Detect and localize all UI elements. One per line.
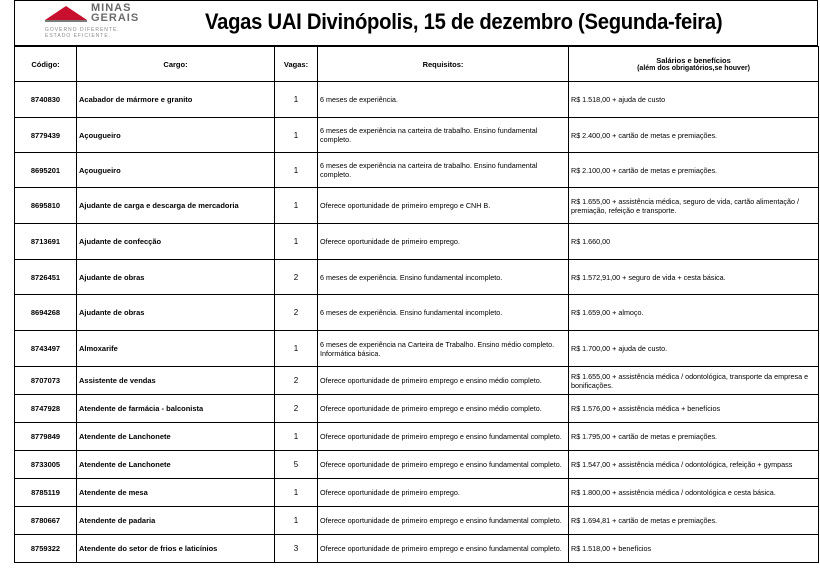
table-row <box>15 188 819 224</box>
table-row <box>15 82 819 118</box>
header-salarios-subtitle: (além dos obrigatórios,se houver) <box>637 65 750 72</box>
cell-requisitos: Oferece oportunidade de primeiro emprego e ensino médio completo. <box>318 395 569 423</box>
cell-cargo: Atendente do setor de frios e laticínios <box>77 535 275 563</box>
table-row <box>15 367 819 395</box>
table-header-row <box>15 47 819 82</box>
cell-requisitos: 6 meses de experiência na Carteira de Trabalho. Ensino médio completo. Informática básica. <box>318 331 569 367</box>
cell-codigo: 8707073 <box>15 367 77 395</box>
cell-salario: R$ 1.572,91,00 + seguro de vida + cesta básica. <box>569 260 819 295</box>
cell-cargo: Atendente de mesa <box>77 479 275 507</box>
cell-vagas: 1 <box>275 507 318 535</box>
cell-cargo: Almoxarife <box>77 331 275 367</box>
cell-requisitos: 6 meses de experiência na carteira de trabalho. Ensino fundamental completo. <box>318 118 569 153</box>
table-row <box>15 260 819 295</box>
header-vagas: Vagas: <box>275 47 318 82</box>
cell-codigo: 8695201 <box>15 153 77 188</box>
minas-gerais-logo <box>45 3 195 43</box>
cell-codigo: 8747928 <box>15 395 77 423</box>
cell-vagas: 1 <box>275 331 318 367</box>
table-row <box>15 423 819 451</box>
cell-salario: R$ 1.576,00 + assistência médica + benefícios <box>569 395 819 423</box>
cell-requisitos: Oferece oportunidade de primeiro emprego e ensino fundamental completo. <box>318 423 569 451</box>
cell-vagas: 3 <box>275 535 318 563</box>
logo-name: MINAS GERAIS <box>91 2 140 24</box>
cell-requisitos: 6 meses de experiência. <box>318 82 569 118</box>
table-row <box>15 153 819 188</box>
vacancies-table <box>14 46 819 563</box>
cell-vagas: 1 <box>275 153 318 188</box>
cell-salario: R$ 1.800,00 + assistência médica / odontológica e cesta básica. <box>569 479 819 507</box>
table-row <box>15 331 819 367</box>
cell-cargo: Açougueiro <box>77 118 275 153</box>
cell-requisitos: 6 meses de experiência. Ensino fundamental incompleto. <box>318 260 569 295</box>
cell-requisitos: Oferece oportunidade de primeiro emprego e CNH B. <box>318 188 569 224</box>
table-row <box>15 479 819 507</box>
cell-requisitos: 6 meses de experiência. Ensino fundamental incompleto. <box>318 295 569 331</box>
logo-roof-icon <box>45 6 87 20</box>
cell-requisitos: Oferece oportunidade de primeiro emprego. <box>318 224 569 260</box>
table-row <box>15 451 819 479</box>
cell-codigo: 8713691 <box>15 224 77 260</box>
cell-cargo: Atendente de padaria <box>77 507 275 535</box>
cell-codigo: 8780667 <box>15 507 77 535</box>
cell-codigo: 8740830 <box>15 82 77 118</box>
page-title: Vagas UAI Divinópolis, 15 de dezembro (Segunda-feira) <box>205 9 723 34</box>
cell-codigo: 8726451 <box>15 260 77 295</box>
cell-codigo: 8779439 <box>15 118 77 153</box>
cell-vagas: 1 <box>275 118 318 153</box>
table-row <box>15 507 819 535</box>
cell-cargo: Atendente de Lanchonete <box>77 423 275 451</box>
cell-requisitos: Oferece oportunidade de primeiro emprego e ensino fundamental completo. <box>318 507 569 535</box>
cell-vagas: 2 <box>275 395 318 423</box>
cell-vagas: 1 <box>275 423 318 451</box>
cell-salario: R$ 1.518,00 + benefícios <box>569 535 819 563</box>
cell-salario: R$ 1.700,00 + ajuda de custo. <box>569 331 819 367</box>
cell-cargo: Acabador de mármore e granito <box>77 82 275 118</box>
cell-vagas: 1 <box>275 188 318 224</box>
header-codigo: Código: <box>15 47 77 82</box>
cell-codigo: 8733005 <box>15 451 77 479</box>
cell-codigo: 8759322 <box>15 535 77 563</box>
cell-vagas: 1 <box>275 82 318 118</box>
header-cargo: Cargo: <box>77 47 275 82</box>
cell-cargo: Açougueiro <box>77 153 275 188</box>
table-row <box>15 535 819 563</box>
header-salarios <box>569 47 819 82</box>
cell-requisitos: Oferece oportunidade de primeiro emprego e ensino fundamental completo. <box>318 451 569 479</box>
cell-codigo: 8779849 <box>15 423 77 451</box>
cell-cargo: Atendente de Lanchonete <box>77 451 275 479</box>
logo-tagline: GOVERNO DIFERENTE. ESTADO EFICIENTE. <box>45 27 120 39</box>
cell-salario: R$ 1.694,81 + cartão de metas e premiações. <box>569 507 819 535</box>
cell-vagas: 5 <box>275 451 318 479</box>
cell-codigo: 8785119 <box>15 479 77 507</box>
cell-cargo: Atendente de farmácia - balconista <box>77 395 275 423</box>
table-row <box>15 118 819 153</box>
cell-vagas: 2 <box>275 260 318 295</box>
cell-requisitos: Oferece oportunidade de primeiro emprego e ensino fundamental completo. <box>318 535 569 563</box>
header-requisitos: Requisitos: <box>318 47 569 82</box>
cell-codigo: 8695810 <box>15 188 77 224</box>
cell-cargo: Ajudante de carga e descarga de mercadoria <box>77 188 275 224</box>
cell-vagas: 1 <box>275 224 318 260</box>
header-salarios-title: Salários e benefícios <box>656 56 731 65</box>
table-row <box>15 295 819 331</box>
cell-salario: R$ 1.660,00 <box>569 224 819 260</box>
cell-salario: R$ 2.100,00 + cartão de metas e premiações. <box>569 153 819 188</box>
cell-salario: R$ 1.518,00 + ajuda de custo <box>569 82 819 118</box>
cell-requisitos: Oferece oportunidade de primeiro emprego. <box>318 479 569 507</box>
logo-bar <box>45 20 87 22</box>
cell-cargo: Assistente de vendas <box>77 367 275 395</box>
cell-vagas: 2 <box>275 295 318 331</box>
cell-cargo: Ajudante de confecção <box>77 224 275 260</box>
cell-vagas: 1 <box>275 479 318 507</box>
cell-salario: R$ 1.547,00 + assistência médica / odontológica, refeição + gympass <box>569 451 819 479</box>
table-row <box>15 395 819 423</box>
cell-salario: R$ 1.655,00 + assistência médica / odontológica, transporte da empresa e bonificações. <box>569 367 819 395</box>
cell-cargo: Ajudante de obras <box>77 260 275 295</box>
cell-requisitos: Oferece oportunidade de primeiro emprego e ensino médio completo. <box>318 367 569 395</box>
cell-codigo: 8743497 <box>15 331 77 367</box>
cell-salario: R$ 1.795,00 + cartão de metas e premiações. <box>569 423 819 451</box>
cell-cargo: Ajudante de obras <box>77 295 275 331</box>
table-row <box>15 224 819 260</box>
cell-codigo: 8694268 <box>15 295 77 331</box>
cell-requisitos: 6 meses de experiência na carteira de trabalho. Ensino fundamental completo. <box>318 153 569 188</box>
page-header <box>14 0 818 46</box>
cell-salario: R$ 2.400,00 + cartão de metas e premiações. <box>569 118 819 153</box>
cell-vagas: 2 <box>275 367 318 395</box>
cell-salario: R$ 1.655,00 + assistência médica, seguro de vida, cartão alimentação / premiação, refeição e transporte. <box>569 188 819 224</box>
cell-salario: R$ 1.659,00 + almoço. <box>569 295 819 331</box>
